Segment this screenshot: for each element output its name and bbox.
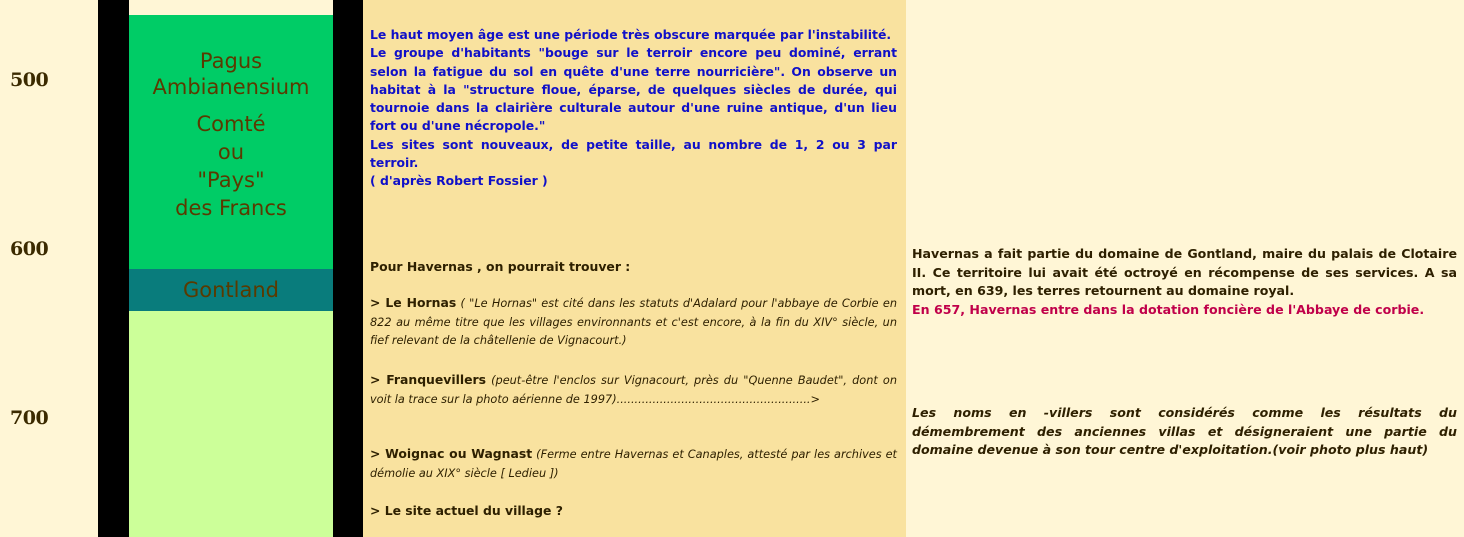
gontland-band [129,269,333,311]
entry-site-actuel [370,502,897,520]
timeline-border-left [98,0,129,537]
later-period-band [129,311,333,537]
year-700: 700 [10,407,49,429]
entry-title: > Woignac ou Wagnast [370,446,533,461]
comte-francs-label: des Francs [175,196,287,220]
intro-paragraph-3: Les sites sont nouveaux, de petite taille, au nombre de 1, 2 ou 3 par terroir. [370,136,897,171]
comte-label: Comté [196,112,266,136]
entry-franquevillers [370,371,897,408]
pagus-band [129,15,333,269]
pagus-name-label: Ambianensium [152,75,310,99]
intro-source: ( d'après Robert Fossier ) [370,173,548,189]
gontland-text: Havernas a fait partie du domaine de Gontland, maire du palais de Clotaire II. Ce territoire lui avait été octroyé en récompense de ses services. A sa mort, en 639, les terres retournent au domaine royal. [912,246,1457,298]
year-600: 600 [10,238,49,260]
entry-title: > Franquevillers [370,372,486,387]
timeline-border-right [333,0,363,537]
pagus-label: Pagus [199,49,263,73]
corbie-text: En 657, Havernas entre dans la dotation foncière de l'Abbaye de corbie. [912,301,1425,317]
intro-block [370,26,897,191]
year-column [0,0,98,537]
entry-detail: ( "Le Hornas" est cité dans les statuts d'Adalard pour l'abbaye de Corbie en 822 au même titre que les villages environnants et c'est encore, à la fin du XIV° siècle, un fief relevant de la châtellenie de Vignacourt.) [370,297,898,347]
entry-le-hornas [370,294,897,350]
havernas-heading: Pour Havernas , on pourrait trouver : [370,259,631,274]
entry-title: > Le site actuel du village ? [370,503,563,518]
entry-title: > Le Hornas [370,295,457,310]
entry-detail: (Ferme entre Havernas et Canaples, attesté par les archives et démolie au XIX° siècle [ Ledieu ]) [370,448,897,480]
right-column [906,0,1464,537]
entry-woignac [370,445,897,482]
entry-detail: (peut-être l'enclos sur Vignacourt, près du "Quenne Baudet", dont on voit la trace sur la photo aérienne de 1997)......................................................> [370,374,897,406]
middle-column [363,0,906,537]
villers-paragraph: Les noms en -villers sont considérés comme les résultats du démembrement des anciennes villas et désigneraient une partie du domaine devenue à son tour centre d'exploitation.(voir photo plus haut) [912,405,1457,457]
gontland-label: Gontland [182,278,279,302]
intro-paragraph-2: Le groupe d'habitants "bouge sur le terroir encore peu dominé, errant selon la fatigue du sol en quête d'une terre nourricière". On observe un habitat à la "structure floue, éparse, de quelques siècles de durée, qui tournoie dans la clairière culturale autour d'une ruine antique, d'un lieu fort ou d'une nécropole." [370,45,897,134]
comte-ou-label: ou [217,140,245,164]
gontland-paragraph [912,245,1457,319]
comte-pays-label: "Pays" [197,168,265,192]
intro-paragraph-1: Le haut moyen âge est une période très obscure marquée par l'instabilité. [370,27,892,42]
year-500: 500 [10,69,49,91]
territory-gap [129,0,333,15]
